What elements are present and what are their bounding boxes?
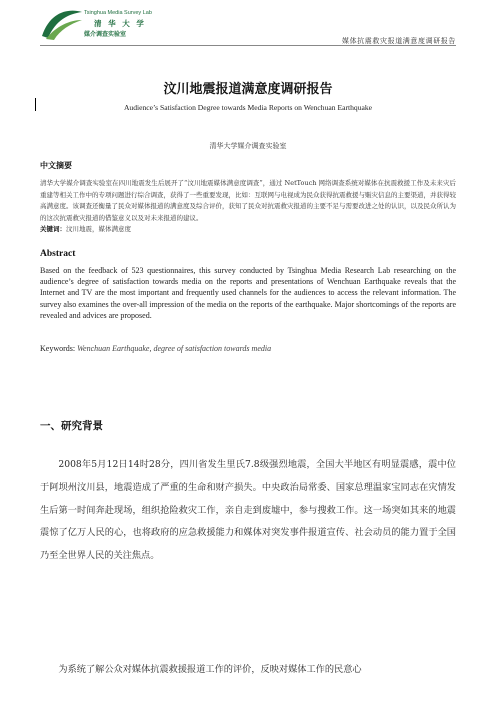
lab-logo: [40, 6, 152, 42]
running-head: 媒体抗震救灾报道满意度调研报告: [342, 37, 456, 45]
chinese-keywords-value: 汶川地震，媒体满意度: [66, 225, 131, 233]
logo-university-name: 清 华 大 学: [94, 19, 146, 28]
chinese-keywords: [40, 224, 131, 233]
author-affiliation: 清华大学媒介调查实验室: [209, 142, 287, 150]
report-subtitle: Audience’s Satisfaction Degree towards Media Reports on Wenchuan Earthquake: [123, 103, 373, 112]
english-keywords-value: Wenchuan Earthquake, degree of satisfaction towards media: [77, 344, 272, 353]
section-heading: 一、研究背景: [40, 420, 103, 432]
body-paragraph: 为系统了解公众对媒体抗震救援报道工作的评价，反映对媒体工作的民意心: [58, 664, 362, 675]
body-paragraph: 2008年5月12日14时28分，四川省发生里氏7.8级强烈地震，全国大半地区有明显震感，震中位于阿坝州汶川县，地震造成了严重的生命和财产损失。中央政治局常委、国家总理温家宝同志在灾情发生后第一时间奔赴现场，组织抢险救灾工作，亲自走到废墟中，参与搜救工作。这一场突如其来的地震震惊了亿万人民的心，也将政府的应急救援能力和媒体对突发事件报道宣传、社会动员的能力置于全国乃至全世界人民的关注焦点。: [40, 459, 456, 562]
report-title: 汶川地震报道满意度调研报告: [163, 82, 333, 97]
english-keywords-label: Keywords:: [40, 344, 76, 353]
swoosh-logo-icon: [40, 6, 84, 42]
english-abstract-body: Based on the feedback of 523 questionnaires, this survey conducted by Tsinghua Media Research Lab researching on the audience’s degree of satisfaction towards media on the reports and presentations of Wenchuan Earthquake reveals that the Internet and TV are the most important and frequently used channels for the audiences to access the relevant information. The survey also examines the over-all impression of the media on the reports of the earthquake. Major shortcomings of the reports are revealed and advices are proposed.: [40, 266, 456, 320]
logo-english-name: Tsinghua Media Survey Lab: [84, 10, 152, 16]
chinese-abstract-heading: 中文摘要: [40, 161, 72, 170]
chinese-keywords-label: 关键词：: [40, 225, 66, 233]
header-divider: [40, 45, 456, 46]
chinese-abstract-body: 清华大学媒介调查实验室在四川地震发生后展开了“汶川地震媒体满意度调查”，通过 NetTouch 网络调查系统对媒体在抗震救援工作及未来灾后重建等相关工作中的专项问题进行综合调查，获得了一些重要发现，比如：互联网与电视成为民众获得抗震救援与赈灾信息的主要渠道，并获得较高满意度。该调查还衡量了民众对媒体报道的满意度及综合评价，获知了民众对抗震救灾报道的主要不足与需要改进之处的认识，以及民众所认为的这次抗震救灾报道的借鉴意义以及对未来报道的建议。: [40, 179, 456, 222]
logo-lab-name: 媒介调查实验室: [84, 31, 127, 38]
english-keywords: [40, 344, 271, 353]
english-abstract-heading: Abstract: [40, 249, 76, 259]
